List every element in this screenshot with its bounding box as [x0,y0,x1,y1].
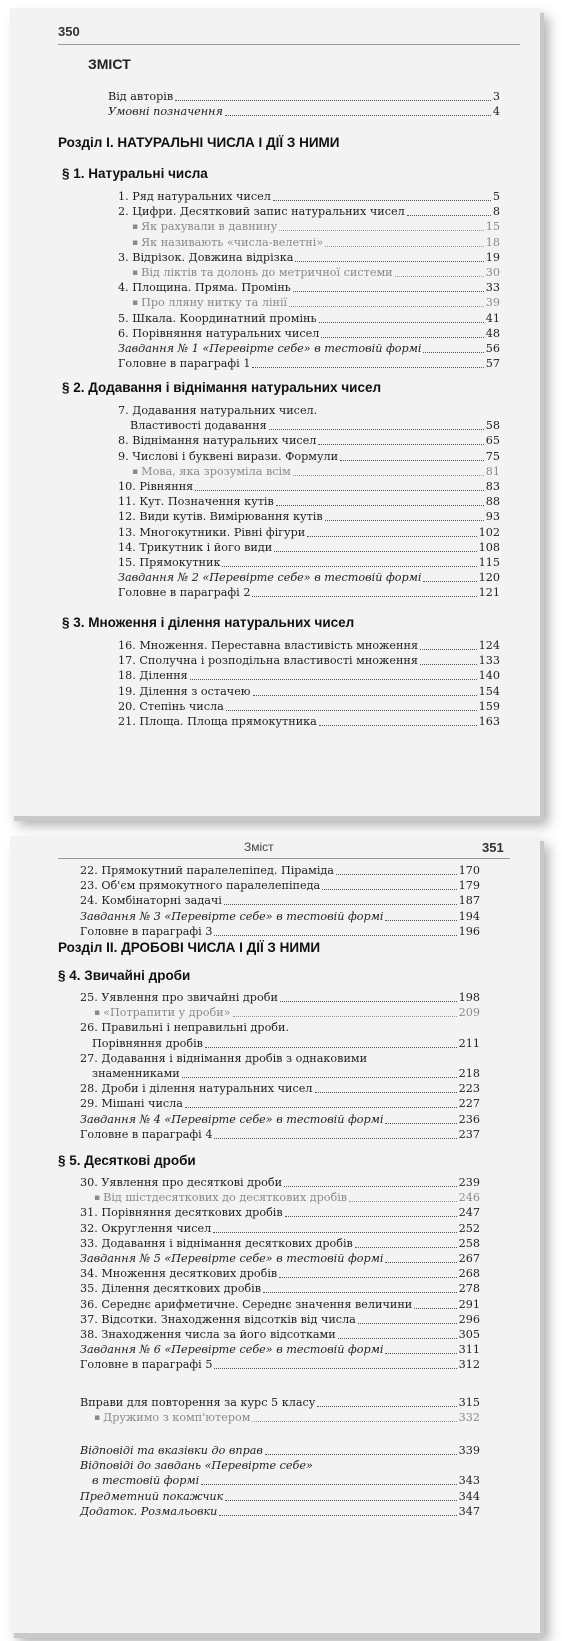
toc-entry[interactable] [80,1328,480,1342]
header-rule [58,44,520,45]
dot-leader [274,551,476,552]
toc-entry[interactable] [80,991,480,1005]
dot-leader [214,1368,456,1369]
toc-entry-title: 21. Площа. Площа прямокутника [118,715,317,728]
toc-subentry[interactable] [94,1006,480,1020]
dot-leader [222,566,476,567]
dot-leader [284,1186,457,1187]
toc-entry-title: Від авторів [108,90,174,103]
toc-entry[interactable] [118,450,500,464]
dot-leader [213,1232,456,1233]
toc-entry-title: Від шістдесяткових до десяткових дробів [103,1191,348,1205]
toc-entry-title: Завдання № 5 «Перевірте себе» в тестовій формі [80,1252,384,1265]
toc-page-number: 121 [478,586,500,600]
toc-entry[interactable] [118,327,500,341]
toc-subentry[interactable] [132,266,500,280]
section-title: § 5. Десяткові дроби [58,1153,196,1168]
toc-entry[interactable] [80,1237,480,1251]
toc-entry[interactable] [80,879,480,893]
section-title: § 4. Звичайні дроби [58,968,191,983]
toc-page-number: 170 [458,864,480,877]
dot-leader [319,725,477,726]
toc-entry-title: 14. Трикутник і його види [118,540,273,554]
toc-entry-title: Предметний покажчик [80,1489,224,1503]
toc-page-number: 227 [458,1097,480,1111]
dot-leader [293,291,484,292]
toc-page-number: 3 [492,90,500,103]
toc-page-number: 267 [458,1252,480,1265]
dot-leader [265,1454,457,1455]
toc-entry-title: 12. Види кутів. Вимірювання кутів [118,510,323,524]
toc-page-number: 57 [485,357,500,371]
page-number: 350 [58,24,80,39]
toc-entry-title: «Потрапити у дроби» [103,1006,231,1020]
toc-entry-title: 5. Шкала. Координатний промінь [118,311,317,325]
toc-page-number: 154 [478,684,500,698]
dot-leader [423,352,483,353]
toc-page-number: 124 [478,639,500,652]
dot-leader [252,367,483,368]
toc-entry[interactable] [80,925,480,939]
toc-entry-title: 13. Многокутники. Рівні фігури [118,525,306,539]
toc-entry[interactable] [130,419,500,433]
toc-entry-line1 [118,404,317,418]
toc-entry[interactable] [118,639,500,653]
dot-leader [226,710,477,711]
toc-subentry[interactable] [132,236,500,250]
toc-entry-title: 31. Порівняння десяткових дробів [80,1206,283,1220]
dot-leader [414,1308,456,1309]
toc-entry[interactable] [80,1267,480,1281]
toc-entry[interactable] [118,526,500,540]
toc-entry[interactable] [118,342,500,356]
toc-page-number: 179 [458,879,480,893]
dot-leader [219,1515,456,1516]
dot-leader [293,475,484,476]
toc-entry-title: Мова, яка зрозуміла всім [141,464,291,478]
toc-entry[interactable] [118,669,500,683]
toc-entry-title: Головне в парагрaфі 2 [118,586,251,600]
toc-entry-title: Про лляну нитку та лінії [141,296,288,310]
toc-entry-title: 2. Цифри. Десятковий запис натуральних чисел [118,205,405,219]
dot-leader [315,1092,457,1093]
toc-page-number: 218 [458,1067,480,1080]
toc-entry-title: 29. Мішані числа [80,1097,183,1111]
dot-leader [201,1484,456,1485]
dot-leader [190,679,477,680]
dot-leader [175,100,491,101]
toc-entry[interactable] [80,1206,480,1220]
toc-entry[interactable] [80,1113,480,1127]
toc-page-number: 196 [458,924,480,938]
header-rule [58,858,510,859]
toc-entry-title: 32. Округлення чисел [80,1221,212,1235]
toc-entry[interactable] [80,1343,480,1357]
toc-entry[interactable] [80,1282,480,1296]
dot-leader [252,1421,456,1422]
bullet-icon: ▪ [94,1413,101,1424]
toc-page-number: 30 [485,266,500,279]
toc-entry[interactable] [118,685,500,699]
dot-leader [420,649,477,650]
toc-entry[interactable] [92,1037,480,1051]
toc-entry-title: Додаток. Розмальовки [80,1504,218,1518]
section-title: § 2. Додавання і віднімання натуральних чисел [62,380,382,395]
bullet-icon: ▪ [132,268,139,278]
toc-page-number: 211 [458,1036,480,1050]
toc-entry-title: Головне в параграфі 5 [80,1358,213,1372]
dot-leader [385,1123,456,1124]
toc-entry-title: Головне в параграфі 4 [80,1127,213,1141]
dot-leader [358,1323,457,1324]
dot-leader [269,429,484,430]
dot-leader [224,904,457,905]
toc-page-number: 258 [458,1236,480,1250]
toc-page-number: 278 [458,1282,480,1296]
toc-entry-title: в тестовій формі [92,1474,200,1488]
dot-leader [407,215,491,216]
bullet-icon: ▪ [132,298,139,309]
dot-leader [263,1292,457,1293]
toc-entry[interactable] [92,1474,480,1488]
toc-entry-title: 27. Додавання і віднімання дробів з однаковими [80,1051,368,1065]
toc-entry[interactable] [118,571,500,585]
toc-entry[interactable] [118,434,500,448]
toc-entry[interactable] [118,357,500,371]
toc-page-number: 311 [458,1343,480,1357]
dot-leader [423,581,476,582]
toc-entry-title: 16. Множення. Переставна властивість множення [118,639,418,652]
dot-leader [225,1500,456,1501]
toc-page-number: 18 [485,235,500,249]
toc-entry-title: Головне в параграфі 3 [80,924,213,938]
dot-leader [340,460,484,461]
dot-leader [185,1107,457,1108]
toc-entry-line1 [80,1459,313,1473]
page-350 [10,8,540,816]
dot-leader [279,230,484,231]
toc-page-number: 198 [458,991,480,1004]
toc-entry-title: Властивості додавання [130,419,267,433]
toc-entry[interactable] [118,251,500,265]
toc-page-number: 344 [458,1489,480,1503]
dot-leader [307,536,476,537]
dot-leader [318,444,483,445]
toc-page-number: 347 [458,1504,480,1518]
toc-entry-title: Головне в параграфі 1 [118,357,251,371]
toc-entry[interactable] [118,715,500,729]
toc-page-number: 88 [485,495,500,509]
toc-entry[interactable] [80,1313,480,1327]
dot-leader [182,1077,457,1078]
bullet-icon: ▪ [94,1008,101,1019]
toc-page-number: 41 [485,311,500,325]
toc-entry-title: знаменниками [92,1067,180,1080]
toc-entry-line1 [80,1021,289,1035]
toc-entry-title: 17. Сполучна і розподільна властивості множення [118,654,418,668]
toc-entry-title: 37. Відсотки. Знаходження відсотків від числа [80,1312,356,1326]
toc-subentry[interactable] [132,220,500,234]
toc-page-number: 81 [485,464,500,478]
dot-leader [276,505,484,506]
dot-leader [336,874,457,875]
toc-page-number: 252 [458,1221,480,1235]
part-2-title: Розділ ІІ. ДРОБОВІ ЧИСЛА І ДІЇ З НИМИ [58,940,321,955]
dot-leader [321,337,483,338]
page-number: 351 [482,840,504,855]
part-1-title: Розділ І. НАТУРАЛЬНІ ЧИСЛА І ДІЇ З НИМИ [58,135,340,150]
toc-entry-title: 24. Комбінаторні задачі [80,894,222,908]
bullet-icon: ▪ [132,237,139,248]
toc-page-number: 8 [492,205,500,219]
toc-entry-title: Відповіді до завдань «Перевірте себе» [80,1459,313,1473]
section-title: § 3. Множення і ділення натуральних чисел [62,615,355,630]
toc-entry-title: 4. Площина. Пряма. Промінь [118,281,291,295]
toc-page-number: 291 [458,1297,480,1311]
toc-page-number: 56 [485,342,500,355]
toc-entry[interactable] [118,205,500,219]
dot-leader [285,1216,457,1217]
toc-entry[interactable] [80,864,480,878]
toc-entry-title: Дружимо з комп'ютером [103,1411,251,1425]
toc-page-number: 19 [485,250,500,264]
toc-page-number: 343 [458,1474,480,1488]
toc-entry[interactable] [108,90,500,104]
dot-leader [289,306,484,307]
dot-leader [214,1138,456,1139]
dot-leader [349,1201,457,1202]
dot-leader [385,1262,456,1263]
toc-page-number: 247 [458,1206,480,1220]
toc-entry-title: Завдання № 2 «Перевірте себе» в тестовій формі [118,571,422,585]
section-title: § 1. Натуральні числа [62,166,208,181]
toc-page-number: 332 [458,1411,480,1425]
toc-page-number: 15 [485,220,500,234]
toc-entry-title: 1. Ряд натуральних чисел [118,190,271,203]
toc-page-number: 140 [478,669,500,683]
dot-leader [325,246,484,247]
dot-leader [295,261,483,262]
toc-page-number: 58 [485,419,500,433]
toc-entry-title: 15. Прямокутник [118,556,221,569]
toc-entry[interactable] [80,1176,480,1190]
toc-page-number: 315 [458,1396,480,1409]
toc-page-number: 75 [485,449,500,463]
dot-leader [355,1247,457,1248]
toc-entry[interactable] [80,1444,480,1458]
toc-entry-title: 7. Додавання натуральних чисел. [118,404,318,417]
toc-entry[interactable] [118,556,500,570]
toc-entry[interactable] [80,1082,480,1096]
toc-entry[interactable] [118,281,500,295]
dot-leader [385,1353,456,1354]
page-351 [10,836,540,1633]
toc-entry-line1 [80,1052,367,1066]
toc-entry[interactable] [118,700,500,714]
toc-page-number: 339 [458,1444,480,1457]
toc-entry-title: Як рахували в давнину [141,220,278,234]
toc-entry[interactable] [118,190,500,204]
toc-page-number: 305 [458,1328,480,1341]
dot-leader [395,276,484,277]
toc-entry[interactable] [118,654,500,668]
toc-entry-title: Відповіді та вказівки до вправ [80,1444,263,1457]
toc-page-number: 65 [485,434,500,448]
toc-page-number: 33 [485,281,500,295]
toc-page-number: 93 [485,510,500,524]
dot-leader [253,695,477,696]
toc-page-number: 187 [458,894,480,908]
bullet-icon: ▪ [132,466,139,477]
toc-page-number: 236 [458,1112,480,1126]
toc-entry-title: Як називають «числа-велетні» [141,235,324,249]
toc-page-number: 108 [478,540,500,554]
toc-entry-title: 6. Порівняння натуральних чисел [118,326,320,340]
toc-entry[interactable] [118,510,500,524]
toc-entry[interactable] [108,105,500,119]
toc-page-number: 312 [458,1358,480,1372]
toc-entry[interactable] [80,1128,480,1142]
toc-page-number: 237 [458,1127,480,1141]
toc-entry-title: 10. Рівняння [118,480,194,493]
toc-entry[interactable] [80,894,480,908]
dot-leader [233,1016,457,1017]
toc-entry-title: 28. Дроби і ділення натуральних чисел [80,1082,313,1096]
dot-leader [280,1001,457,1002]
toc-entry-title: 38. Знаходження числа за його відсотками [80,1328,336,1341]
dot-leader [214,935,456,936]
dot-leader [195,490,484,491]
toc-entry[interactable] [80,1490,480,1504]
toc-page-number: 120 [478,571,500,585]
dot-leader [279,1277,456,1278]
toc-entry-title: 25. Уявлення про звичайні дроби [80,991,278,1004]
toc-entry-title: Завдання № 4 «Перевірте себе» в тестовій формі [80,1112,384,1126]
running-head: Зміст [244,840,274,854]
toc-entry[interactable] [80,1505,480,1519]
toc-entry[interactable] [80,1097,480,1111]
toc-entry-title: Від ліктів та долонь до метричної системи [141,266,393,279]
toc-entry-title: Завдання № 3 «Перевірте себе» в тестовій формі [80,909,384,923]
toc-entry-title: 35. Ділення десяткових дробів [80,1282,262,1296]
toc-entry-title: 20. Степінь числа [118,699,224,713]
toc-page-number: 223 [458,1082,480,1096]
toc-subentry[interactable] [94,1191,480,1205]
toc-page-number: 39 [485,296,500,310]
toc-entry-title: 8. Віднімання натуральних чисел [118,434,317,448]
dot-leader [317,1406,456,1407]
toc-entry-title: Завдання № 1 «Перевірте себе» в тестовій формі [118,342,422,355]
dot-leader [385,920,456,921]
toc-page-number: 194 [458,909,480,923]
toc-subentry[interactable] [132,296,500,310]
dot-leader [225,115,491,116]
toc-entry[interactable] [80,1252,480,1266]
toc-entry-title: 19. Ділення з остачею [118,684,251,698]
toc-page-number: 102 [478,525,500,539]
toc-page-number: 246 [458,1191,480,1205]
dot-leader [420,664,477,665]
toc-entry-title: 36. Середнє арифметичне. Середнє значення величини [80,1297,413,1311]
toc-entry[interactable] [118,586,500,600]
toc-entry-title: 26. Правильні і неправильні дроби. [80,1021,290,1035]
toc-page-number: 83 [485,480,500,493]
toc-page-number: 159 [478,699,500,713]
toc-page-number: 268 [458,1267,480,1281]
toc-entry[interactable] [92,1067,480,1081]
dot-leader [338,1338,457,1339]
toc-entry-title: Завдання № 6 «Перевірте себе» в тестовій формі [80,1343,384,1357]
toc-entry[interactable] [118,480,500,494]
toc-page-number: 239 [458,1176,480,1189]
toc-entry-title: 3. Відрізок. Довжина відрізка [118,250,294,264]
toc-entry-title: 33. Додавання і віднімання десяткових дробів [80,1236,353,1250]
toc-entry-title: Умовні позначення [108,105,223,119]
toc-entry-title: 30. Уявлення про десяткові дроби [80,1176,283,1189]
toc-page-number: 133 [478,654,500,668]
toc-page-number: 209 [458,1006,480,1020]
toc-page-number: 115 [478,556,500,569]
dot-leader [325,520,484,521]
toc-entry-title: 23. Об'єм прямокутного паралелепіпеда [80,879,321,893]
bullet-icon: ▪ [132,222,139,233]
toc-entry-title: Вправи для повторення за курс 5 класу [80,1396,316,1409]
toc-page-number: 48 [485,326,500,340]
toc-entry-title: Порівняння дробів [92,1036,203,1050]
toc-entry-title: 18. Ділення [118,669,188,683]
toc-entry[interactable] [80,910,480,924]
toc-page-number: 5 [492,190,500,203]
toc-subentry[interactable] [132,465,500,479]
dot-leader [273,200,491,201]
dot-leader [205,1047,457,1048]
bullet-icon: ▪ [94,1193,101,1204]
toc-entry-title: 22. Прямокутний паралелепіпед. Піраміда [80,864,334,877]
toc-entry[interactable] [118,541,500,555]
dot-leader [319,322,484,323]
toc-page-number: 296 [458,1312,480,1326]
toc-subentry[interactable] [94,1411,480,1425]
dot-leader [322,889,456,890]
toc-entry-title: 34. Множення десяткових дробів [80,1267,278,1281]
toc-entry[interactable] [118,495,500,509]
toc-entry[interactable] [80,1358,480,1372]
toc-page-number: 4 [492,105,500,119]
toc-entry-title: 11. Кут. Позначення кутів [118,495,274,509]
dot-leader [252,596,476,597]
toc-entry[interactable] [80,1222,480,1236]
toc-entry[interactable] [118,312,500,326]
toc-entry[interactable] [80,1298,480,1312]
contents-title: ЗМІСТ [88,56,131,72]
toc-entry[interactable] [80,1396,480,1410]
toc-page-number: 163 [478,715,500,728]
toc-entry-title: 9. Числові і буквені вирази. Формули [118,449,339,463]
